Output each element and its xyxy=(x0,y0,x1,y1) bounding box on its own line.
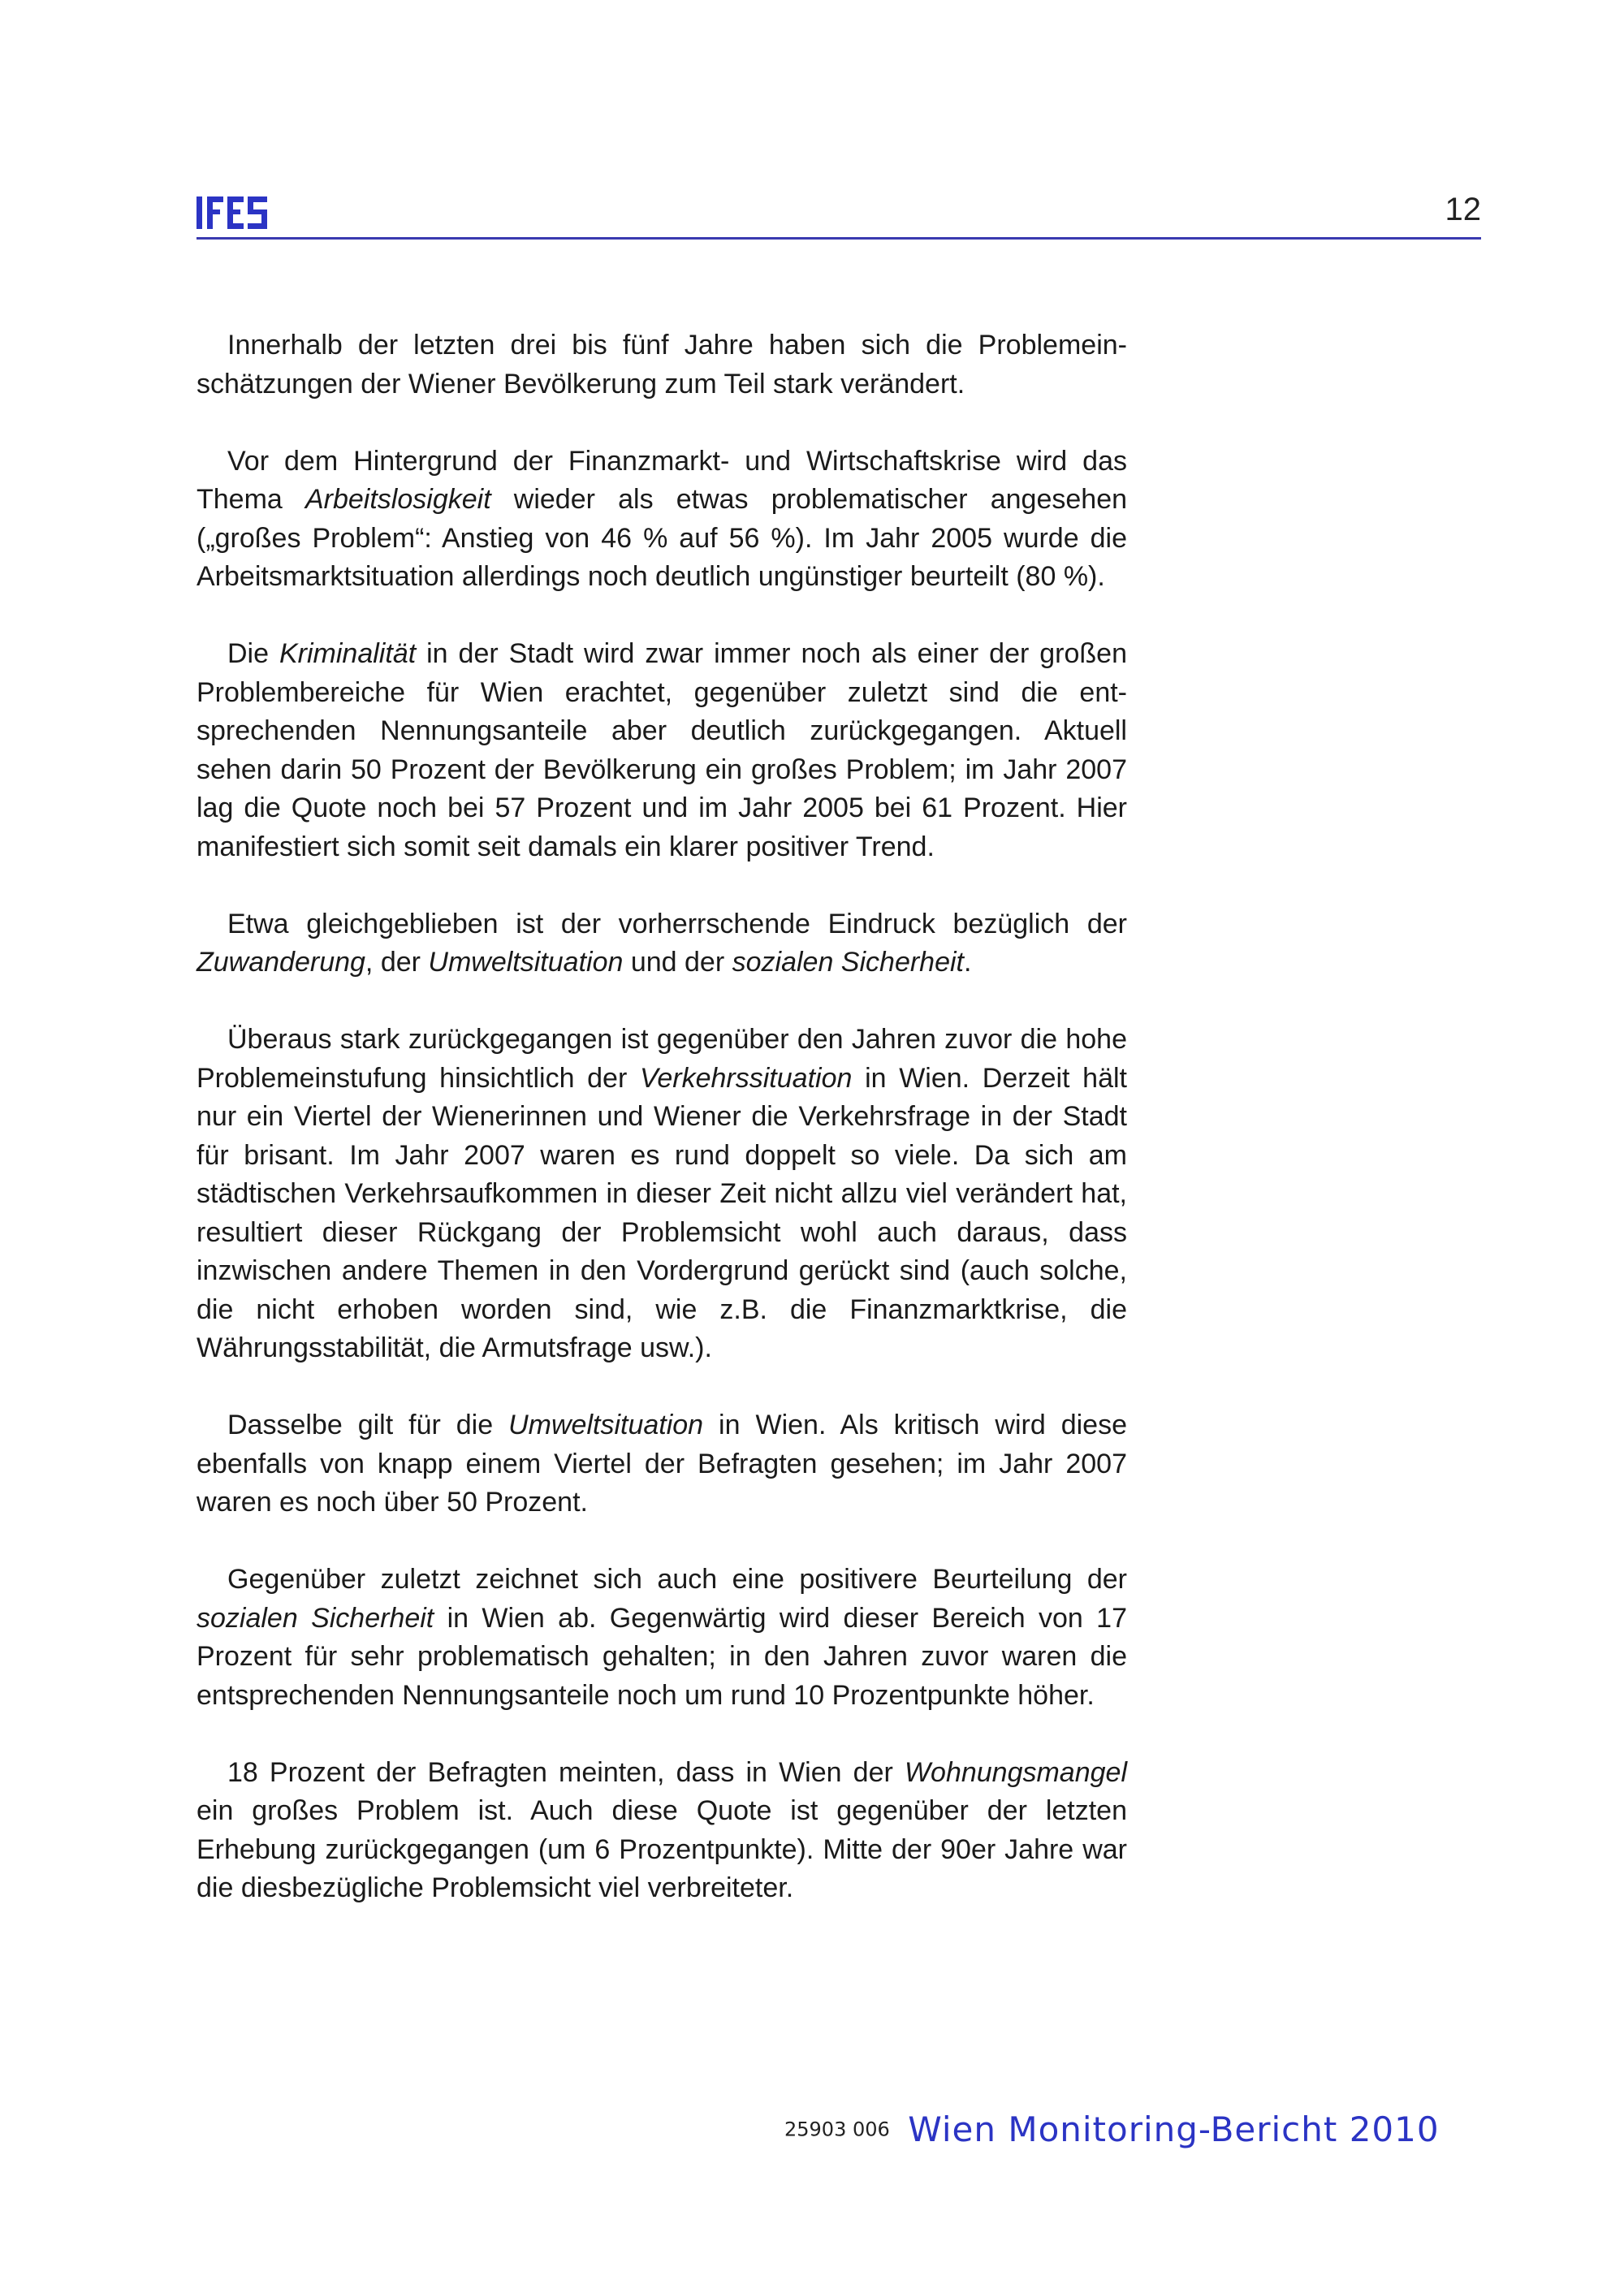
text-run: Die xyxy=(227,638,279,669)
text-run: 18 Prozent der Befragten meinten, dass in Wien der xyxy=(227,1756,905,1788)
text-run: Innerhalb der letzten drei bis fünf Jahre haben sich die Problemeinschätzungen der Wiener Bevölkerung zum Teil stark verändert. xyxy=(197,330,1127,399)
report-title: Wien Monitoring-Bericht 2010 xyxy=(908,2109,1440,2149)
text-run: Überaus stark zurückgegangen ist gegenüber den Jahren zuvor die hohe Problemeinstufung hinsichtlich der xyxy=(197,1024,1127,1094)
page-header xyxy=(197,188,1481,240)
page-footer xyxy=(784,2109,1440,2149)
text-run: wieder als etwas problematischer angesehen („großes Problem“: Anstieg von 46 % auf 56 %). Im Jahr 2005 wurde die Arbeitsmarktsituation allerdings noch deutlich ungünstiger beurteilt (80 %). xyxy=(197,484,1128,592)
emphasized-term: Verkehrssituation xyxy=(639,1062,853,1094)
emphasized-term: sozialen Sicherheit xyxy=(732,947,964,978)
paragraph xyxy=(197,326,1127,404)
text-run: in Wien. Derzeit hält nur ein Viertel der Wienerinnen und Wiener die Verkehrsfrage in der Stadt für brisant. Im Jahr 2007 waren es rund doppelt so viele. Da sich am städtischen Verkehrsaufkommen in dieser Zeit nicht allzu viel verändert hat, resultiert dieser Rückgang der Problemsicht wohl auch daraus, dass inzwischen andere Themen in den Vordergrund gerückt sind (auch solche, die nicht erhoben worden sind, wie z.B. die Finanzmarktkrise, die Währungsstabilität, die Armutsfrage usw.). xyxy=(197,1062,1127,1363)
page-number: 12 xyxy=(1445,192,1481,227)
text-run: . xyxy=(964,947,972,978)
paragraph xyxy=(197,1021,1127,1368)
paragraph xyxy=(197,1406,1127,1522)
paragraph xyxy=(197,443,1127,597)
text-run: , der xyxy=(365,947,429,978)
text-run: und der xyxy=(623,947,732,978)
emphasized-term: Umweltsituation xyxy=(508,1410,704,1440)
paragraph xyxy=(197,905,1127,982)
paragraph xyxy=(197,1561,1127,1715)
emphasized-term: Kriminalität xyxy=(279,638,417,669)
text-run: in Wien ab. Gegenwärtig wird dieser Bereich von 17 Prozent für sehr problematisch gehalten; in den Jahren zuvor waren die entsprechenden Nennungsanteile noch um rund 10 Prozentpunkte höher. xyxy=(197,1602,1127,1711)
emphasized-term: sozialen Sicherheit xyxy=(197,1602,434,1634)
text-run: Dasselbe gilt für die xyxy=(227,1410,509,1440)
emphasized-term: Umweltsituation xyxy=(428,947,624,978)
body-text xyxy=(197,326,1127,1946)
ifes-logo xyxy=(197,195,271,231)
paragraph xyxy=(197,635,1127,866)
emphasized-term: Arbeitslosigkeit xyxy=(304,484,491,515)
text-run: Etwa gleichgeblieben ist der vorherrschende Eindruck bezüglich der xyxy=(227,908,1127,939)
text-run: in Wien. Als kritisch wird diese ebenfalls von knapp einem Viertel der Befragten gesehen; im Jahr 2007 waren es noch über 50 Prozent. xyxy=(197,1410,1127,1518)
text-run: ein großes Problem ist. Auch diese Quote ist gegenüber der letzten Erhebung zurückgegangen (um 6 Prozentpunkte). Mitte der 90er Jahre war die diesbezügliche Problemsicht viel verbreiteter. xyxy=(197,1795,1127,1903)
report-code: 25903 006 xyxy=(784,2118,890,2141)
text-run: Gegenüber zuletzt zeichnet sich auch eine positivere Beurteilung der xyxy=(227,1564,1127,1595)
paragraph xyxy=(197,1754,1127,1908)
emphasized-term: Zuwanderung xyxy=(197,947,365,978)
emphasized-term: Wohnungsmangel xyxy=(904,1756,1127,1788)
text-run: Vor dem Hintergrund der Finanzmarkt- und Wirtschaftskrise wird das Thema xyxy=(197,445,1127,515)
text-run: in der Stadt wird zwar immer noch als einer der großen Problembereiche für Wien erachtet, gegenüber zuletzt sind die entsprechenden Nennungsanteile aber deutlich zurückgegangen. Aktuell sehen darin 50 Prozent der Bevölkerung ein großes Problem; im Jahr 2007 lag die Quote noch bei 57 Prozent und im Jahr 2005 bei 61 Prozent. Hier manifestiert sich somit seit damals ein klarer positiver Trend. xyxy=(197,638,1127,862)
